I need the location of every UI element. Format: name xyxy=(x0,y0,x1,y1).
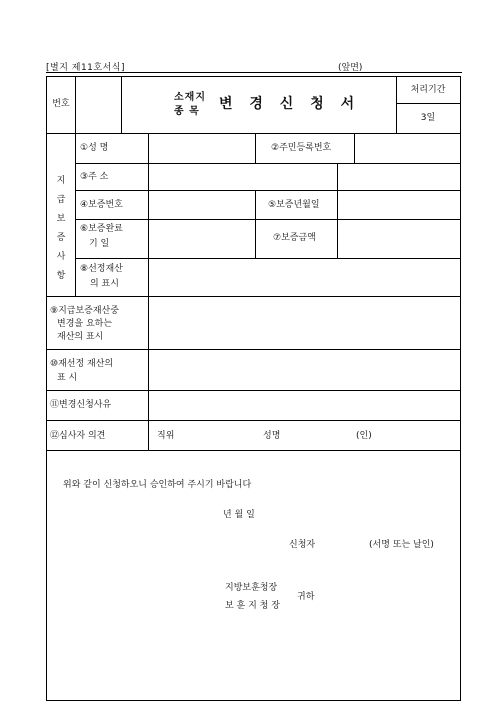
processing-period-value: 3일 xyxy=(420,113,436,123)
row-divider xyxy=(47,420,460,421)
recipient-branch-office: 보 훈 지 청 장 xyxy=(225,601,280,611)
row-divider xyxy=(47,390,460,391)
recipient-regional-office: 지방보훈청장 xyxy=(225,583,278,593)
change-property-label-2: 변경을 요하는 xyxy=(57,319,113,329)
processing-period-label: 처리기간 xyxy=(410,85,446,95)
change-reason-label: ⑪변경신청사유 xyxy=(50,400,112,410)
new-property-label: ⑩재선정 재산의 xyxy=(50,359,114,369)
title-location-line: 소재지 xyxy=(174,92,206,103)
row-divider xyxy=(75,219,460,220)
seal-mark: (인) xyxy=(356,431,372,441)
form-number-label: [별지 제11호서식] xyxy=(46,63,125,73)
page-side-label: (앞면) xyxy=(338,63,363,73)
form-table xyxy=(46,76,461,701)
selected-property-label: ⑧선정재산 xyxy=(80,264,123,274)
number-label: 번호 xyxy=(52,99,70,109)
change-property-label-3: 재산의 표시 xyxy=(57,332,104,342)
col-divider xyxy=(337,163,338,190)
applicant-label: 신청자 xyxy=(289,540,316,550)
honorific-label: 귀하 xyxy=(297,592,315,602)
section-label-vertical: 지 급 보 증 사 항 xyxy=(56,176,66,281)
row-divider xyxy=(75,258,460,259)
col-divider xyxy=(148,133,149,450)
row-divider xyxy=(75,163,460,164)
col-divider xyxy=(121,77,122,133)
col-divider xyxy=(337,190,338,258)
completion-date-label-2: 기 일 xyxy=(89,239,110,249)
selected-property-label-2: 의 표시 xyxy=(90,279,119,289)
row-divider xyxy=(75,190,460,191)
title-category-line: 종 목 xyxy=(174,106,200,117)
col-divider xyxy=(255,190,256,258)
col-divider xyxy=(75,133,76,296)
change-property-label: ⑨지급보증재산중 xyxy=(50,306,119,316)
col-divider xyxy=(354,133,355,163)
guarantee-number-label: ④보증번호 xyxy=(80,200,123,210)
new-property-label-2: 표 시 xyxy=(57,373,78,383)
header-divider xyxy=(46,72,462,73)
completion-date-label: ⑥보증완료 xyxy=(80,224,123,234)
row-divider xyxy=(47,133,460,134)
position-label: 직위 xyxy=(157,431,175,441)
form-title: 변 경 신 청 서 xyxy=(219,96,361,112)
resident-number-label: ②주민등록번호 xyxy=(271,143,332,153)
row-divider xyxy=(47,450,460,451)
request-statement: 위와 같이 신청하오니 승인하여 주시기 바랍니다 xyxy=(63,480,252,490)
col-divider xyxy=(75,77,76,133)
row-divider xyxy=(47,296,460,297)
address-label: ③주 소 xyxy=(80,172,109,182)
date-line: 년 월 일 xyxy=(223,510,255,520)
name-label: ①성 명 xyxy=(80,143,109,153)
row-divider xyxy=(47,349,460,350)
guarantee-date-label: ⑤보증년월일 xyxy=(268,200,320,210)
col-divider xyxy=(255,133,256,163)
signature-note: (서명 또는 날인) xyxy=(369,540,434,550)
processing-divider xyxy=(396,103,460,104)
signer-name-label: 성명 xyxy=(263,431,281,441)
guarantee-amount-label: ⑦보증금액 xyxy=(273,233,316,243)
reviewer-opinion-label: ⑫심사자 의견 xyxy=(50,431,106,441)
